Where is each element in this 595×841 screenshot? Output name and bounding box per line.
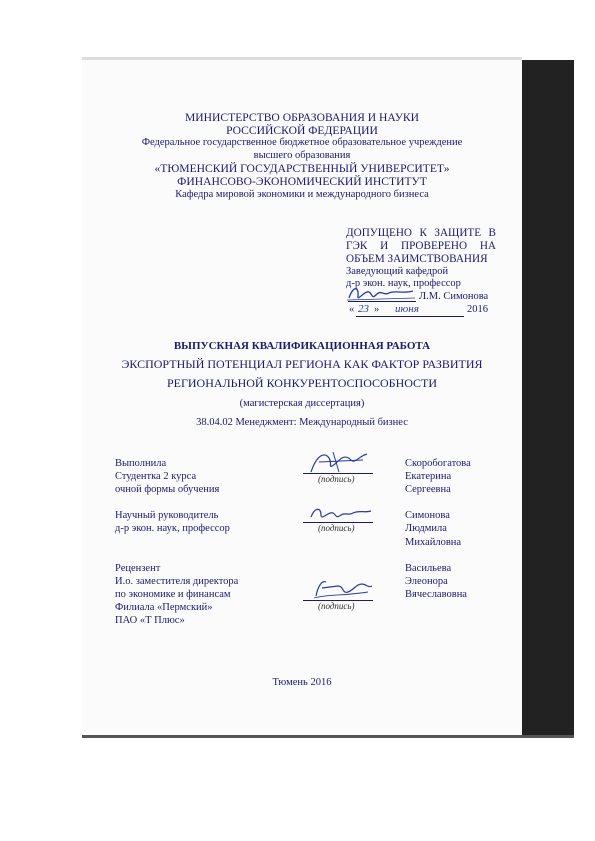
approval-line-1: ДОПУЩЕНО К ЗАЩИТЕ В	[346, 227, 496, 239]
supervisor-role: Научный руководитель	[115, 510, 219, 521]
reviewer-first-name: Элеонора	[405, 576, 448, 587]
reviewer-branch: Филиала «Пермский»	[115, 602, 213, 613]
author-role: Выполнила	[115, 458, 167, 469]
head-signature-line	[348, 301, 416, 302]
reviewer-position-area: по экономике и финансам	[115, 589, 231, 600]
university-name: «ТЮМЕНСКИЙ ГОСУДАРСТВЕННЫЙ УНИВЕРСИТЕТ»	[154, 162, 450, 175]
author-course: Студентка 2 курса	[115, 471, 197, 482]
reviewer-signature-caption: (подпись)	[318, 601, 355, 611]
supervisor-degree: д-р экон. наук, профессор	[115, 523, 230, 534]
approval-head-title: Заведующий кафедрой	[346, 266, 449, 277]
scan-border-bottom	[82, 735, 574, 738]
author-patronymic: Сергеевна	[405, 484, 451, 495]
reviewer-position: И.о. заместителя директора	[115, 576, 239, 587]
topic-line-2: РЕГИОНАЛЬНОЙ КОНКУРЕНТОСПОСОБНОСТИ	[166, 376, 438, 390]
approval-date-year: 2016	[467, 304, 488, 315]
ministry-line-2: РОССИЙСКОЙ ФЕДЕРАЦИИ	[226, 124, 378, 137]
approval-date-day: 23	[358, 303, 369, 315]
author-first-name: Екатерина	[405, 471, 452, 482]
education-level-line: высшего образования	[253, 150, 351, 161]
author-study-form: очной формы обучения	[115, 484, 220, 495]
topic-line-1: ЭКСПОРТНЫЙ ПОТЕНЦИАЛ РЕГИОНА КАК ФАКТОР РАЗВИТИЯ	[121, 357, 483, 371]
study-program: 38.04.02 Менеджмент: Международный бизнес	[196, 417, 408, 428]
department-name: Кафедра мировой экономики и международного бизнеса	[175, 189, 429, 200]
author-surname: Скоробогатова	[405, 458, 471, 469]
author-signature-caption: (подпись)	[318, 474, 355, 484]
approval-date-open-quote: «	[349, 304, 355, 315]
approval-date-month: июня	[395, 303, 419, 315]
work-type-title: ВЫПУСКНАЯ КВАЛИФИКАЦИОННАЯ РАБОТА	[173, 340, 431, 352]
approval-date-line	[356, 316, 464, 317]
reviewer-patronymic: Вячеславовна	[405, 589, 467, 600]
approval-line-2: ГЭК И ПРОВЕРЕНО НА	[346, 240, 496, 252]
reviewer-role: Рецензент	[115, 563, 161, 574]
supervisor-patronymic: Михайловна	[405, 537, 462, 548]
institute-name: ФИНАНСОВО-ЭКОНОМИЧЕСКИЙ ИНСТИТУТ	[177, 175, 427, 188]
approval-head-degree: д-р экон. наук, профессор	[346, 278, 461, 289]
supervisor-surname: Симонова	[405, 510, 450, 521]
supervisor-first-name: Людмила	[405, 523, 447, 534]
approval-head-name: Л.М. Симонова	[419, 291, 489, 302]
approval-date-close-quote: »	[374, 304, 380, 315]
reviewer-company: ПАО «Т Плюс»	[115, 615, 185, 626]
scan-border-right	[522, 60, 574, 736]
reviewer-surname: Васильева	[405, 563, 452, 574]
thesis-kind: (магистерская диссертация)	[239, 398, 365, 409]
city-year: Тюмень 2016	[272, 677, 332, 688]
reviewer-signature	[308, 576, 374, 602]
supervisor-signature-caption: (подпись)	[318, 523, 355, 533]
ministry-line-1: МИНИСТЕРСТВО ОБРАЗОВАНИЯ И НАУКИ	[184, 111, 420, 124]
approval-line-3: ОБЪЕМ ЗАИМСТВОВАНИЯ	[346, 253, 488, 265]
institution-type-line: Федеральное государственное бюджетное образовательное учреждение	[141, 137, 463, 148]
